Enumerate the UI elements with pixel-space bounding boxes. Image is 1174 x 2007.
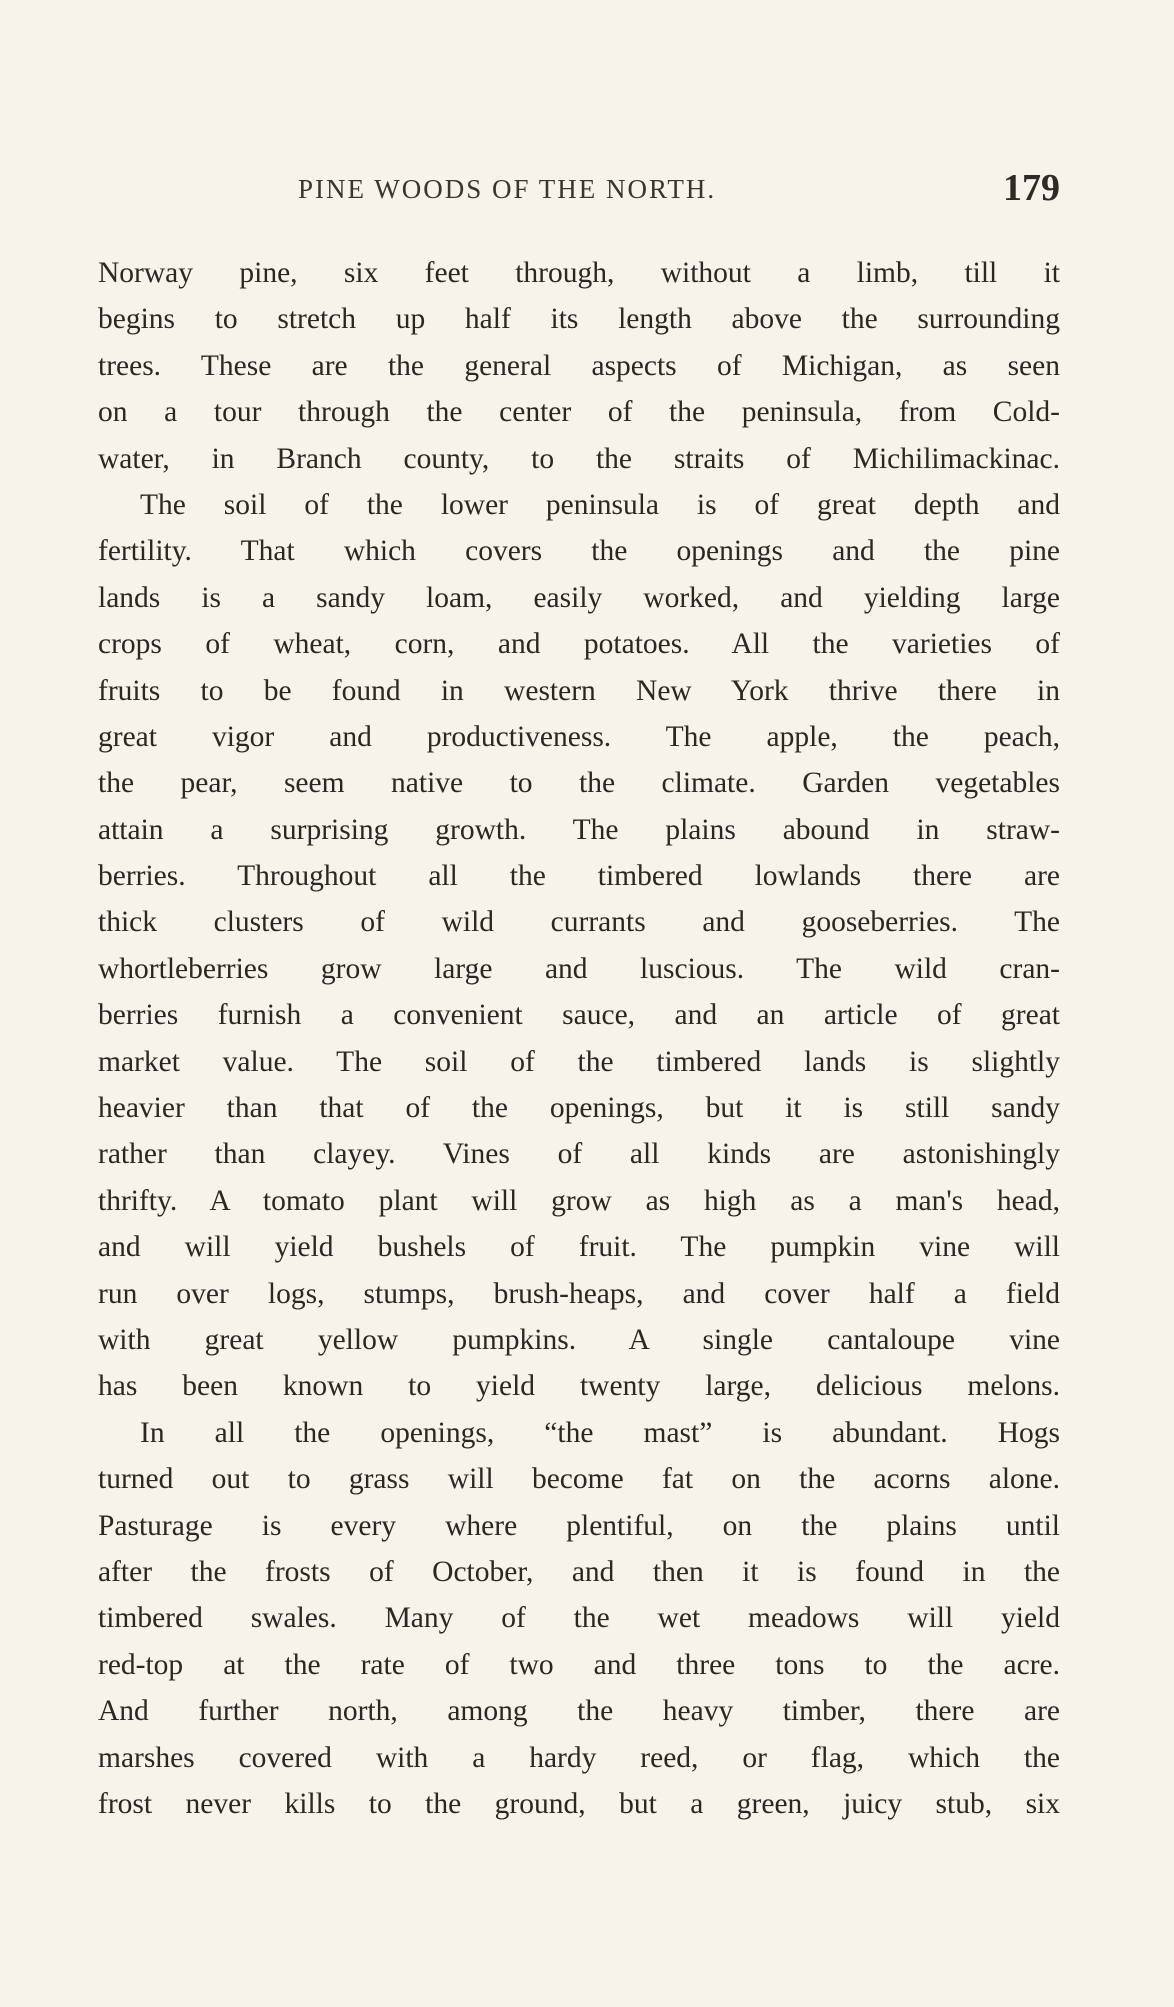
text-line: market value. The soil of the timbered lands is slightly bbox=[98, 1045, 1060, 1078]
text-line: crops of wheat, corn, and potatoes. All the varieties of bbox=[98, 628, 1060, 661]
text-line: with great yellow pumpkins. A single cantaloupe vine bbox=[98, 1323, 1060, 1356]
text-line: water, in Branch county, to the straits of Michilimackinac. bbox=[98, 442, 1060, 475]
running-head bbox=[98, 166, 1060, 214]
text-line: Norway pine, six feet through, without a limb, till it bbox=[98, 257, 1060, 289]
text-line: thrifty. A tomato plant will grow as high as a man's head, bbox=[98, 1184, 1060, 1217]
text-line: red-top at the rate of two and three tons to the acre. bbox=[98, 1648, 1060, 1681]
text-line: attain a surprising growth. The plains abound in straw- bbox=[98, 813, 1060, 846]
text-line: berries. Throughout all the timbered lowlands there are bbox=[98, 860, 1060, 893]
text-line: run over logs, stumps, brush-heaps, and cover half a field bbox=[98, 1277, 1060, 1310]
text-line: rather than clayey. Vines of all kinds are astonishingly bbox=[98, 1138, 1060, 1171]
text-line: thick clusters of wild currants and gooseberries. The bbox=[98, 906, 1060, 939]
text-line: has been known to yield twenty large, delicious melons. bbox=[98, 1370, 1060, 1403]
text-line: timbered swales. Many of the wet meadows will yield bbox=[98, 1602, 1060, 1635]
text-line: frost never kills to the ground, but a green, juicy stub, six bbox=[98, 1787, 1060, 1820]
text-line: fruits to be found in western New York thrive there in bbox=[98, 674, 1060, 707]
text-line: and will yield bushels of fruit. The pumpkin vine will bbox=[98, 1231, 1060, 1264]
text-line: the pear, seem native to the climate. Garden vegetables bbox=[98, 767, 1060, 800]
text-line: after the frosts of October, and then it is found in the bbox=[98, 1555, 1060, 1588]
text-line: berries furnish a convenient sauce, and an article of great bbox=[98, 999, 1060, 1032]
text-line: marshes covered with a hardy reed, or flag, which the bbox=[98, 1741, 1060, 1774]
text-line: whortleberries grow large and luscious. The wild cran- bbox=[98, 952, 1060, 985]
page-number: 179 bbox=[1003, 167, 1060, 209]
text-line: turned out to grass will become fat on the acorns alone. bbox=[98, 1463, 1060, 1496]
text-line: And further north, among the heavy timber, there are bbox=[98, 1695, 1060, 1728]
paragraph-start-line: The soil of the lower peninsula is of great depth and bbox=[140, 488, 1060, 521]
text-line: Pasturage is every where plentiful, on the plains until bbox=[98, 1509, 1060, 1542]
text-line: lands is a sandy loam, easily worked, and yielding large bbox=[98, 581, 1060, 614]
text-line: trees. These are the general aspects of Michigan, as seen bbox=[98, 349, 1060, 382]
running-title: PINE WOODS OF THE NORTH. bbox=[298, 174, 717, 204]
text-line: on a tour through the center of the peninsula, from Cold- bbox=[98, 396, 1060, 429]
paragraph-start-line: In all the openings, “the mast” is abundant. Hogs bbox=[140, 1416, 1060, 1449]
text-line: great vigor and productiveness. The apple, the peach, bbox=[98, 720, 1060, 753]
body-text bbox=[98, 250, 1060, 1827]
text-line: fertility. That which covers the openings and the pine bbox=[98, 535, 1060, 568]
text-line: heavier than that of the openings, but it is still sandy bbox=[98, 1092, 1060, 1125]
text-line: begins to stretch up half its length above the surrounding bbox=[98, 303, 1060, 336]
